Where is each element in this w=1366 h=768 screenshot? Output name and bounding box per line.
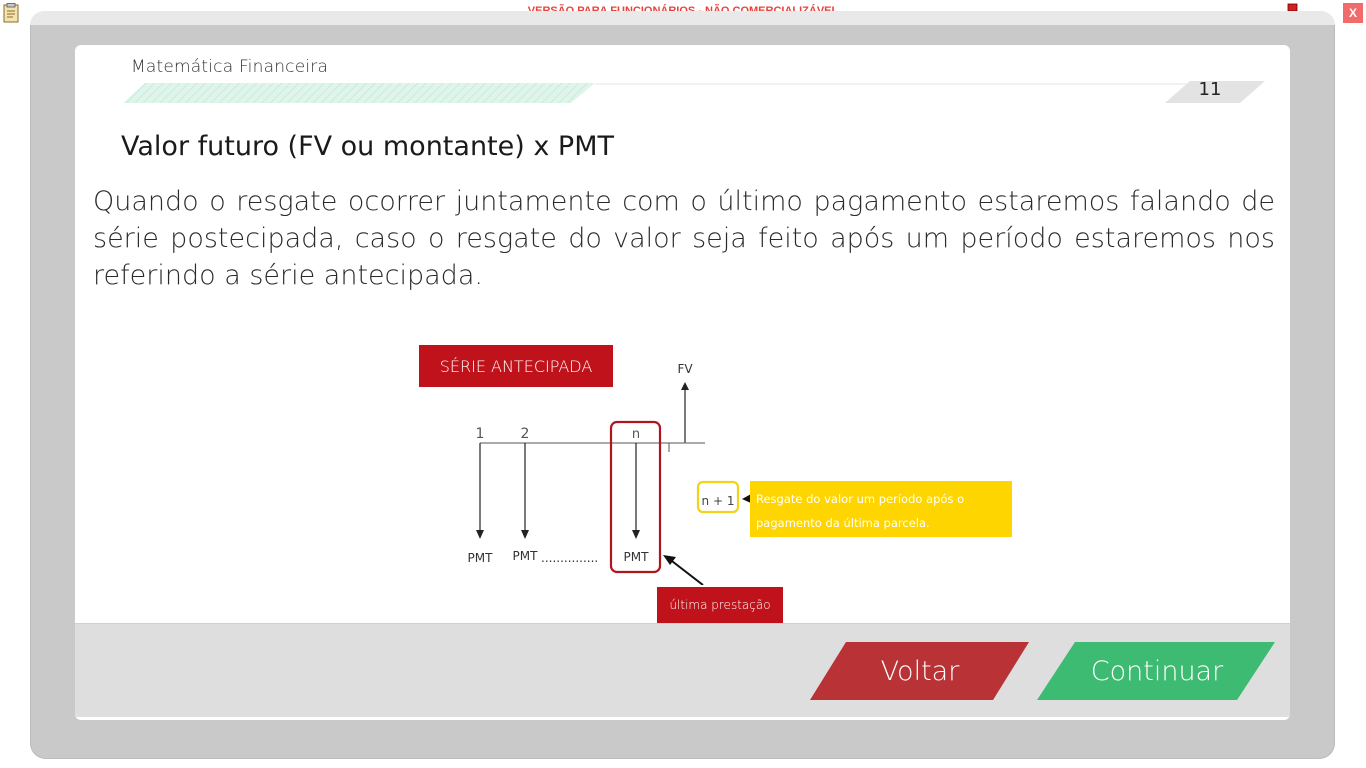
fv-label: FV: [677, 362, 693, 376]
close-button[interactable]: X: [1343, 3, 1363, 23]
header-decoration: [105, 81, 1275, 105]
diagram-banner: SÉRIE ANTECIPADA: [439, 357, 593, 376]
back-button-shape: [810, 641, 1030, 701]
back-button-label: Voltar: [880, 655, 960, 687]
bottom-navigation-bar: [75, 623, 1290, 717]
pmt-label-2: PMT: [512, 549, 538, 563]
frame-top-strip: [30, 11, 1335, 25]
callout-line-2: pagamento da última parcela.: [756, 516, 930, 530]
period-1: 1: [475, 426, 485, 442]
slide-panel: [75, 45, 1290, 720]
period-n-plus-1: n + 1: [701, 494, 735, 508]
pmt-label-1: PMT: [467, 551, 493, 565]
slide-title: Valor futuro (FV ou montante) x PMT: [121, 131, 615, 162]
pmt-label-n: PMT: [623, 550, 649, 564]
last-payment-label: última prestação: [657, 587, 783, 623]
slide-body-text: Quando o resgate ocorrer juntamente com o último pagamento estaremos falando de série postecipada, caso o resgate do valor seja feito após um período estaremos nos referindo a série antecipada.: [93, 186, 1275, 291]
continue-button-label: Continuar: [1090, 655, 1224, 687]
back-button[interactable]: [810, 641, 1030, 701]
period-n: n: [631, 427, 641, 442]
continue-button-shape: [1037, 641, 1277, 701]
pmt-dots: ...............: [541, 551, 599, 565]
callout-line-1: Resgate do valor um período após o: [756, 492, 965, 506]
continue-button[interactable]: [1037, 641, 1277, 701]
page-number: 11: [1198, 79, 1222, 100]
period-2: 2: [520, 426, 530, 442]
series-diagram: [415, 340, 1055, 585]
course-title: Matemática Financeira: [131, 57, 329, 77]
